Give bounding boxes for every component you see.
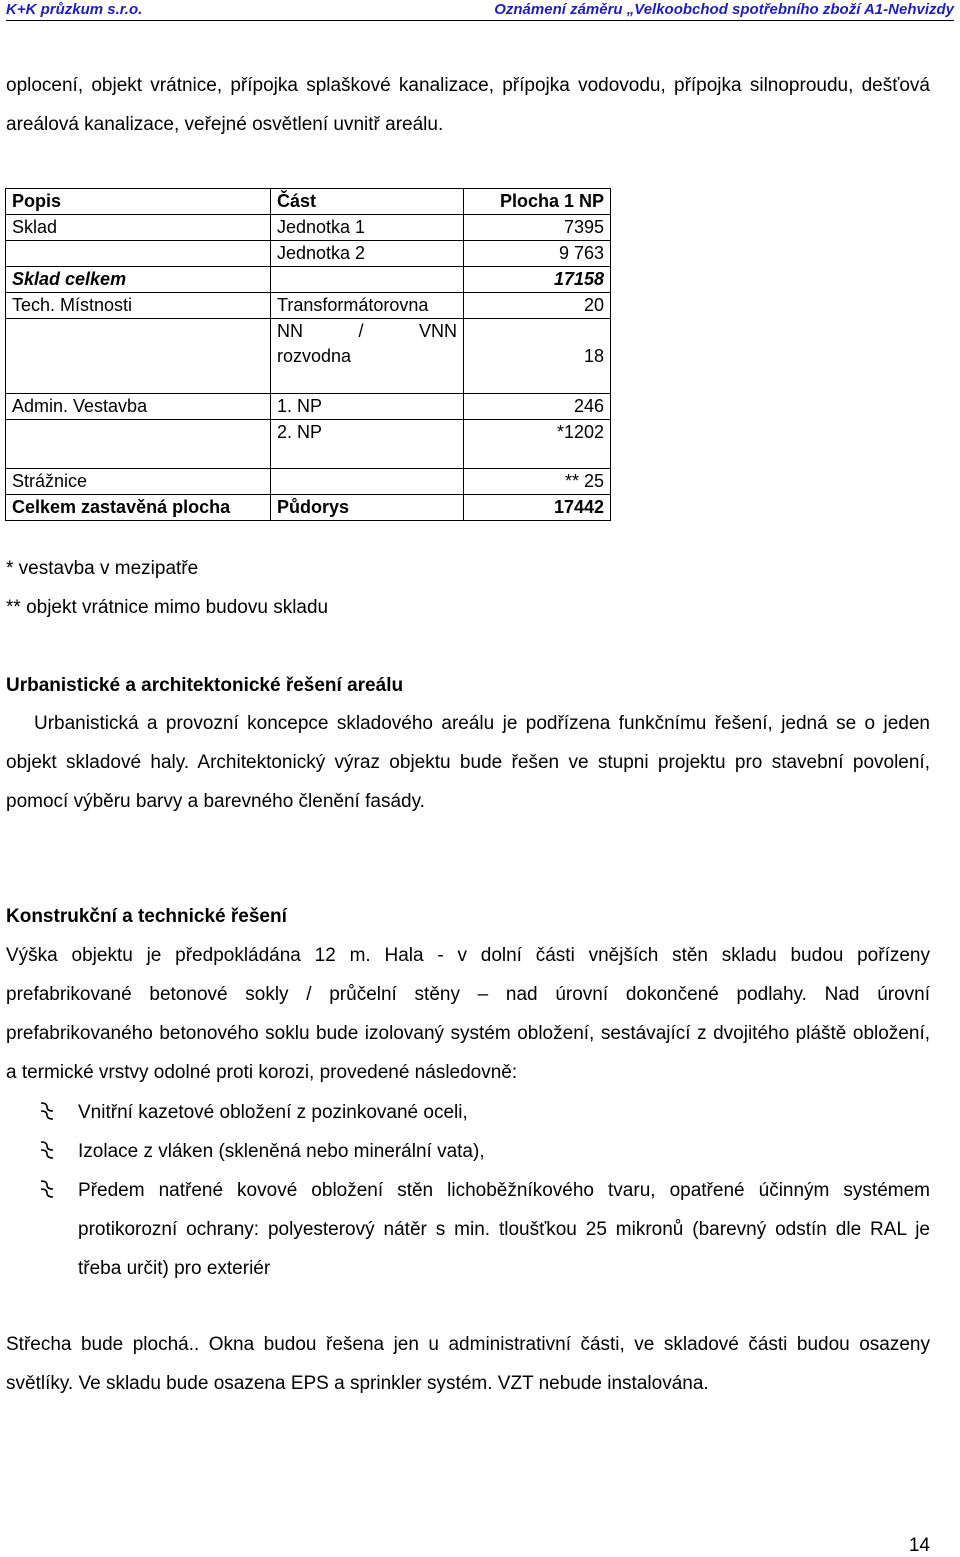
table-cell: 2. NP	[271, 420, 464, 469]
table-cell: 9 763	[464, 241, 611, 267]
section-heading-konstrukcni: Konstrukční a technické řešení	[6, 906, 287, 927]
table-row	[6, 267, 611, 293]
table-cell: 17158	[464, 267, 611, 293]
intro-paragraph: oplocení, objekt vrátnice, přípojka splaškové kanalizace, přípojka vodovodu, přípojka silnoproudu, dešťová areálová kanalizace, veřejné osvětlení uvnitř areálu.	[6, 75, 930, 135]
table-cell: 20	[464, 293, 611, 319]
wave-dash-bullet-icon	[40, 1179, 54, 1201]
page-number: 14	[908, 1535, 930, 1556]
table-cell: Strážnice	[6, 469, 271, 495]
table-header-cell: Část	[271, 189, 464, 215]
table-cell: 1. NP	[271, 394, 464, 420]
cell-text: /	[358, 321, 364, 341]
table-cell: Jednotka 2	[271, 241, 464, 267]
table-cell: *1202	[464, 420, 611, 469]
list-item-text: Předem natřené kovové obložení stěn lichoběžníkového tvaru, opatřené účinným systémem protikorozní ochrany: polyesterový nátěr s min. tloušťkou 25 mikronů (barevný odstín dle RAL je třeba určit) pro exteriér	[78, 1180, 930, 1279]
table-header-row	[6, 189, 611, 215]
nn-vnn-label	[277, 319, 457, 344]
table-row	[6, 394, 611, 420]
table-row	[6, 420, 611, 469]
table-cell	[271, 319, 464, 394]
table-cell: Půdorys	[271, 495, 464, 521]
cell-text: NN	[277, 321, 303, 341]
area-table	[5, 188, 611, 521]
table-row	[6, 495, 611, 521]
page-header	[6, 0, 954, 21]
list-item	[40, 1093, 930, 1132]
table-cell	[271, 267, 464, 293]
table-row	[6, 215, 611, 241]
table-cell: Admin. Vestavba	[6, 394, 271, 420]
closing-paragraph: Střecha bude plochá.. Okna budou řešena jen u administrativní části, ve skladové části budou osazeny světlíky. Ve skladu bude osazena EPS a sprinkler systém. VZT nebude instalována.	[6, 1334, 930, 1394]
footnote-vratnice: ** objekt vrátnice mimo budovu skladu	[6, 597, 329, 618]
header-company: K+K průzkum s.r.o.	[6, 1, 143, 18]
table-cell	[6, 241, 271, 267]
list-item	[40, 1171, 930, 1288]
table-cell: ** 25	[464, 469, 611, 495]
table-header-cell: Plocha 1 NP	[464, 189, 611, 215]
table-row	[6, 319, 611, 394]
table-cell: Transformátorovna	[271, 293, 464, 319]
section-paragraph-konstrukcni: Výška objektu je předpokládána 12 m. Hala - v dolní části vnějších stěn skladu budou pořízeny prefabrikované betonové sokly / průčelní stěny – nad úrovní dokončené podlahy. Nad úrovní prefabrikovaného betonového soklu bude izolovaný systém obložení, sestávající z dvojitého pláště obložení, a termické vrstvy odolné proti korozi, provedené následovně:	[6, 945, 930, 1083]
table-cell: Sklad	[6, 215, 271, 241]
cell-text: VNN	[418, 321, 457, 341]
table-row	[6, 241, 611, 267]
list-item	[40, 1132, 930, 1171]
table-cell: 18	[464, 319, 611, 394]
section-paragraph-urbanisticke: Urbanistická a provozní koncepce skladového areálu je podřízena funkčnímu řešení, jedná se o jeden objekt skladové haly. Architektonický výraz objektu bude řešen ve stupni projektu pro stavební povolení, pomocí výběru barvy a barevného členění fasády.	[6, 713, 930, 812]
wave-dash-bullet-icon	[40, 1140, 54, 1162]
table-cell: 17442	[464, 495, 611, 521]
table-cell: Sklad celkem	[6, 267, 271, 293]
table-cell: 246	[464, 394, 611, 420]
construction-bullet-list	[40, 1093, 930, 1288]
footnote-vestavba: * vestavba v mezipatře	[6, 558, 199, 579]
table-cell: Tech. Místnosti	[6, 293, 271, 319]
table-row	[6, 469, 611, 495]
section-heading-urbanisticke: Urbanistické a architektonické řešení areálu	[6, 675, 404, 696]
table-cell	[6, 319, 271, 394]
table-cell	[271, 469, 464, 495]
table-cell: Celkem zastavěná plocha	[6, 495, 271, 521]
list-item-text: Izolace z vláken (skleněná nebo minerální vata),	[78, 1141, 485, 1162]
table-cell: Jednotka 1	[271, 215, 464, 241]
wave-dash-bullet-icon	[40, 1101, 54, 1123]
cell-text: rozvodna	[277, 346, 352, 366]
table-row	[6, 293, 611, 319]
table-cell	[6, 420, 271, 469]
list-item-text: Vnitřní kazetové obložení z pozinkované oceli,	[78, 1102, 468, 1123]
header-document-title: Oznámení záměru „Velkoobchod spotřebního zboží A1-Nehvizdy	[494, 1, 954, 18]
table-header-cell: Popis	[6, 189, 271, 215]
table-cell: 7395	[464, 215, 611, 241]
